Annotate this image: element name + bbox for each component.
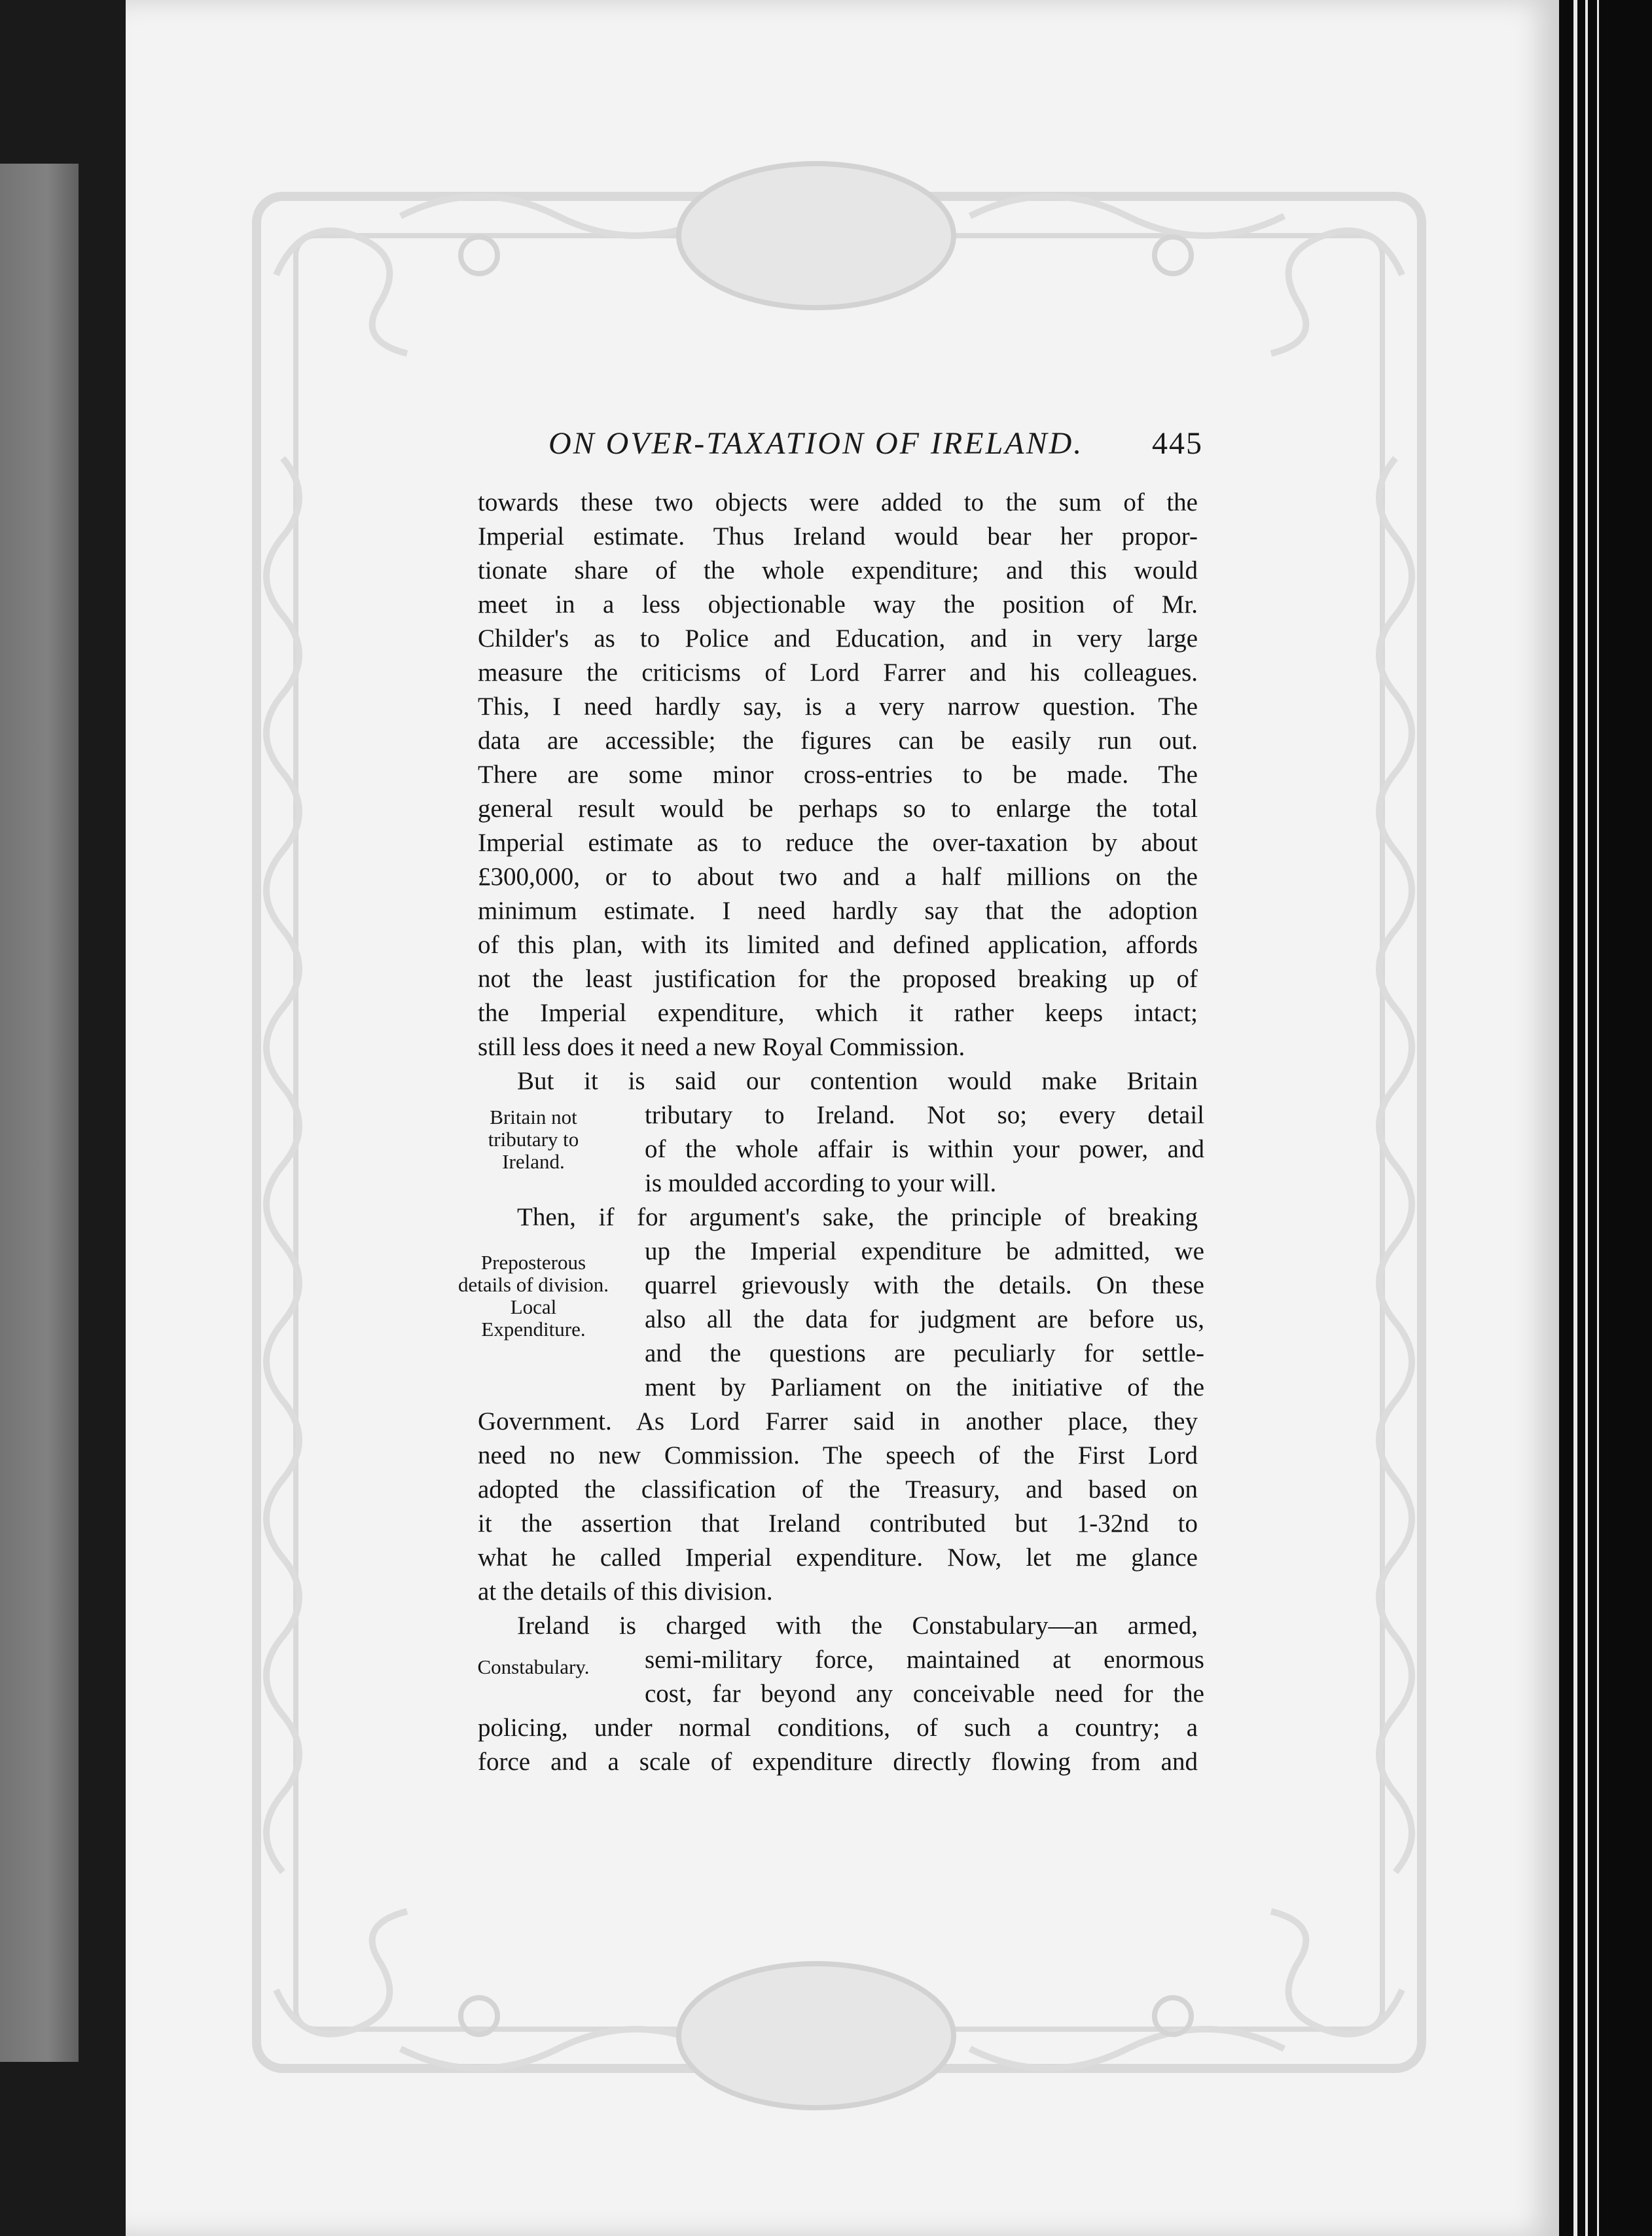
text-line: also all the data for judgment are before us, — [645, 1305, 1204, 1333]
text-line: Ireland is charged with the Constabulary—an armed, — [517, 1612, 1198, 1640]
text-line: tionate share of the whole expenditure; and this would — [478, 556, 1198, 585]
text-line: towards these two objects were added to the sum of the — [478, 488, 1198, 516]
margin-note-preposterous: Preposterous details of division. Local Expenditure. — [458, 1251, 609, 1341]
knot-top-band-right — [970, 196, 1284, 236]
text-line: what he called Imperial expenditure. Now, let me glance — [478, 1543, 1198, 1572]
vignette-top — [679, 164, 954, 308]
margin-note-britain: Britain not tributary to Ireland. — [488, 1106, 579, 1173]
text-line: meet in a less objectionable way the position of Mr. — [478, 590, 1198, 619]
facing-page-edge — [0, 164, 79, 2062]
text-line: need no new Commission. The speech of the First Lord — [478, 1441, 1198, 1470]
text-line: policing, under normal conditions, of such a country; a — [478, 1714, 1198, 1742]
vignette-bottom — [679, 1964, 954, 2108]
text-line: quarrel grievously with the details. On these — [645, 1271, 1204, 1299]
running-head — [548, 425, 1203, 471]
text-line: of the whole affair is within your power, and — [645, 1135, 1204, 1163]
text-line: Childer's as to Police and Education, and in very large — [478, 624, 1198, 653]
text-line: at the details of this division. — [478, 1578, 773, 1606]
knot-bottom-band-right — [970, 2029, 1284, 2068]
text-line: Imperial estimate as to reduce the over-taxation by about — [478, 829, 1198, 857]
text-line: the Imperial expenditure, which it rather keeps intact; — [478, 999, 1198, 1027]
knot-bottom-band-left — [401, 2029, 715, 2068]
text-line: cost, far beyond any conceivable need for the — [645, 1680, 1204, 1708]
text-line: general result would be perhaps so to enlarge the total — [478, 795, 1198, 823]
text-line: adopted the classification of the Treasury, and based on — [478, 1475, 1198, 1504]
text-line: ment by Parliament on the initiative of the — [645, 1373, 1204, 1401]
text-line: Government. As Lord Farrer said in another place, they — [478, 1407, 1198, 1435]
running-head-title: ON OVER-TAXATION OF IRELAND. — [548, 426, 1084, 461]
text-line: minimum estimate. I need hardly say that the adoption — [478, 897, 1198, 925]
knot-top-band-left — [401, 196, 715, 236]
text-line: semi-military force, maintained at enormous — [645, 1646, 1204, 1674]
text-line: of this plan, with its limited and defined application, affords — [478, 931, 1198, 959]
text-line: Then, if for argument's sake, the principle of breaking — [517, 1203, 1198, 1231]
page-number: 445 — [1152, 426, 1203, 461]
text-line: it the assertion that Ireland contributed but 1-32nd to — [478, 1509, 1198, 1538]
text-line: £300,000, or to about two and a half millions on the — [478, 863, 1198, 891]
text-line: not the least justification for the proposed breaking up of — [478, 965, 1198, 993]
text-line: and the questions are peculiarly for settle- — [645, 1339, 1204, 1367]
facing-page — [0, 0, 126, 2236]
text-line: measure the criticisms of Lord Farrer and his colleagues. — [478, 658, 1198, 687]
text-line: tributary to Ireland. Not so; every detail — [645, 1101, 1204, 1129]
rosette-top-right — [1155, 237, 1191, 274]
rosette-top-left — [461, 237, 497, 274]
margin-note-constabulary: Constabulary. — [477, 1655, 590, 1678]
text-line: still less does it need a new Royal Commission. — [478, 1033, 965, 1061]
text-line: data are accessible; the figures can be easily run out. — [478, 727, 1198, 755]
spine — [1559, 0, 1652, 2236]
text-line: This, I need hardly say, is a very narrow question. The — [478, 693, 1198, 721]
text-line: is moulded according to your will. — [645, 1169, 997, 1197]
text-line: up the Imperial expenditure be admitted, we — [645, 1237, 1204, 1265]
text-line: There are some minor cross-entries to be made. The — [478, 761, 1198, 789]
text-line: But it is said our contention would make Britain — [517, 1067, 1198, 1095]
text-line: Imperial estimate. Thus Ireland would bear her propor- — [478, 522, 1198, 550]
text-line: force and a scale of expenditure directly flowing from and — [478, 1748, 1198, 1776]
